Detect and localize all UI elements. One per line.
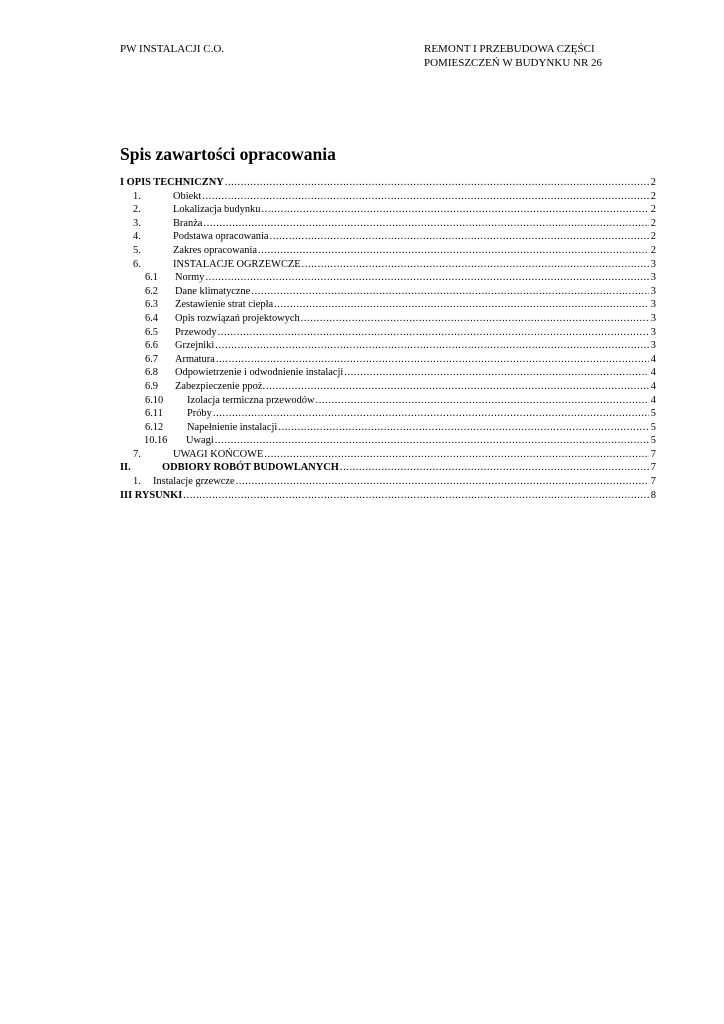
toc-entry-label: Uwagi <box>186 435 214 447</box>
toc-entry-label: UWAGI KOŃCOWE <box>173 448 264 460</box>
toc-entry-page: 4 <box>650 353 656 365</box>
toc-entry-number: 6.2 <box>145 285 158 297</box>
toc-entry[interactable] <box>120 203 656 217</box>
toc-entry-page: 2 <box>650 204 656 216</box>
toc-entry-label: Izolacja termiczna przewodów <box>187 394 315 406</box>
toc-entry-number: 6.1 <box>145 272 158 284</box>
toc-entry-page: 2 <box>650 177 656 188</box>
toc-entry-page: 5 <box>650 435 656 447</box>
toc-entry-label: Instalacje grzewcze <box>153 476 235 488</box>
toc-entry-page: 7 <box>650 462 656 474</box>
toc-entry-page: 2 <box>650 190 656 202</box>
toc-entry[interactable] <box>120 461 656 475</box>
toc-entry[interactable] <box>120 298 656 312</box>
toc-entry-page: 3 <box>650 299 656 311</box>
toc-leader-dots <box>225 176 649 190</box>
toc-entry[interactable] <box>120 380 656 394</box>
toc-leader-dots <box>218 326 649 340</box>
toc-entry-page: 3 <box>650 272 656 284</box>
toc-entry[interactable] <box>120 217 656 231</box>
toc-leader-dots <box>215 434 649 448</box>
toc-entry[interactable] <box>120 434 656 448</box>
toc-entry[interactable] <box>120 394 656 408</box>
toc-entry-number: 10.16 <box>144 435 168 447</box>
toc-leader-dots <box>202 190 649 204</box>
toc-entry-label: Obiekt <box>173 190 202 202</box>
toc-entry-label: Branża <box>173 217 203 229</box>
toc-entry-page: 7 <box>650 476 656 488</box>
toc-entry-label: Odpowietrzenie i odwodnienie instalacji <box>175 367 344 379</box>
toc-entry-label: III RYSUNKI <box>120 489 183 501</box>
toc-entry-page: 3 <box>650 340 656 352</box>
toc-leader-dots <box>301 312 649 326</box>
toc-entry-label: Próby <box>187 408 212 420</box>
page-title: Spis zawartości opracowania <box>120 144 336 164</box>
toc-entry[interactable] <box>120 176 656 190</box>
toc-leader-dots <box>340 461 649 475</box>
toc-entry-number: 1. <box>133 476 141 488</box>
toc-entry-number: 6.3 <box>145 299 158 311</box>
toc-leader-dots <box>236 475 649 489</box>
toc-entry-label: Lokalizacja budynku <box>173 204 261 216</box>
toc-entry-page: 7 <box>650 448 656 460</box>
toc-entry-label: Zestawienie strat ciepła <box>175 299 274 311</box>
toc-leader-dots <box>251 285 649 299</box>
toc-entry[interactable] <box>120 366 656 380</box>
toc-entry-number: 2. <box>133 204 141 216</box>
toc-leader-dots <box>344 366 649 380</box>
toc-entry[interactable] <box>120 271 656 285</box>
header-right-line2: POMIESZCZEŃ W BUDYNKU NR 26 <box>424 57 603 69</box>
toc-leader-dots <box>264 448 649 462</box>
toc-entry-label: Normy <box>175 272 205 284</box>
header-right <box>424 42 602 70</box>
toc-entry-label: Opis rozwiązań projektowych <box>175 312 300 324</box>
toc-leader-dots <box>270 230 649 244</box>
toc-entry[interactable] <box>120 312 656 326</box>
toc-entry-number: 5. <box>133 244 141 256</box>
toc-leader-dots <box>216 353 649 367</box>
header-left: PW INSTALACJI C.O. <box>120 43 225 55</box>
toc-entry-page: 3 <box>650 285 656 297</box>
toc-entry-label: I OPIS TECHNICZNY <box>120 177 224 188</box>
toc-entry-page: 5 <box>650 408 656 420</box>
toc-entry-label: Armatura <box>175 353 215 365</box>
toc-entry-number: 6.9 <box>145 380 158 392</box>
toc-leader-dots <box>266 380 649 394</box>
toc-entry-number: 6.6 <box>145 340 158 352</box>
toc-entry-page: 8 <box>650 489 656 501</box>
toc-entry-page: 2 <box>650 231 656 243</box>
toc-entry-label: Podstawa opracowania <box>173 231 269 243</box>
toc-entry[interactable] <box>120 190 656 204</box>
toc-leader-dots <box>183 489 649 503</box>
toc-entry-page: 4 <box>650 380 656 392</box>
toc-entry-number: 6.4 <box>145 312 158 324</box>
toc-entry-label: ODBIORY ROBÓT BUDOWLANYCH <box>162 462 339 474</box>
toc-leader-dots <box>213 407 649 421</box>
toc-entry-page: 3 <box>650 258 656 270</box>
toc-entry[interactable] <box>120 475 656 489</box>
toc-leader-dots <box>203 217 649 231</box>
toc-entry-page: 2 <box>650 244 656 256</box>
toc-entry-page: 5 <box>650 421 656 433</box>
toc-entry-number: 6.11 <box>145 408 163 420</box>
toc-entry-number: 6.7 <box>145 353 158 365</box>
toc-entry-number: 6.5 <box>145 326 158 338</box>
toc-entry-page: 3 <box>650 312 656 324</box>
toc-leader-dots <box>215 339 649 353</box>
toc-entry-number: 6. <box>133 258 141 270</box>
toc-entry-number: 3. <box>133 217 141 229</box>
toc-leader-dots <box>274 298 649 312</box>
toc-entry-number: 6.8 <box>145 367 158 379</box>
toc-entry[interactable] <box>120 407 656 421</box>
toc-entry[interactable] <box>120 285 656 299</box>
toc-entry-page: 4 <box>650 367 656 379</box>
toc-entry[interactable] <box>120 244 656 258</box>
toc-entry-page: 3 <box>650 326 656 338</box>
toc-entry[interactable] <box>120 258 656 272</box>
toc-leader-dots <box>316 394 649 408</box>
toc-entry-label: Grzejniki <box>175 340 215 352</box>
toc-leader-dots <box>205 271 649 285</box>
toc-entry-number: 6.10 <box>145 394 164 406</box>
toc-entry-number: 4. <box>133 231 141 243</box>
table-of-contents <box>120 176 656 502</box>
toc-entry-number: 7. <box>133 448 141 460</box>
toc-entry-number: 1. <box>133 190 141 202</box>
toc-entry-label: Zabezpieczenie ppoż. <box>175 380 265 392</box>
toc-entry-label: Zakres opracowania <box>173 244 257 256</box>
toc-entry[interactable] <box>120 326 656 340</box>
toc-entry-label: Przewody <box>175 326 217 338</box>
toc-entry[interactable] <box>120 339 656 353</box>
toc-entry-label: Napełnienie instalacji <box>187 421 278 433</box>
toc-entry-page: 4 <box>650 394 656 406</box>
toc-entry-label: Dane klimatyczne <box>175 285 251 297</box>
toc-entry[interactable] <box>120 448 656 462</box>
toc-entry-page: 2 <box>650 217 656 229</box>
toc-leader-dots <box>278 421 649 435</box>
toc-entry-number: II. <box>120 462 131 474</box>
toc-entry[interactable] <box>120 421 656 435</box>
toc-leader-dots <box>261 203 649 217</box>
toc-entry-label: INSTALACJE OGRZEWCZE <box>173 258 301 270</box>
header-right-line1: REMONT I PRZEBUDOWA CZĘŚCI <box>424 43 595 55</box>
toc-leader-dots <box>258 244 649 258</box>
toc-entry[interactable] <box>120 353 656 367</box>
toc-leader-dots <box>302 258 649 272</box>
toc-entry[interactable] <box>120 489 656 503</box>
toc-entry-number: 6.12 <box>145 421 164 433</box>
toc-entry[interactable] <box>120 230 656 244</box>
